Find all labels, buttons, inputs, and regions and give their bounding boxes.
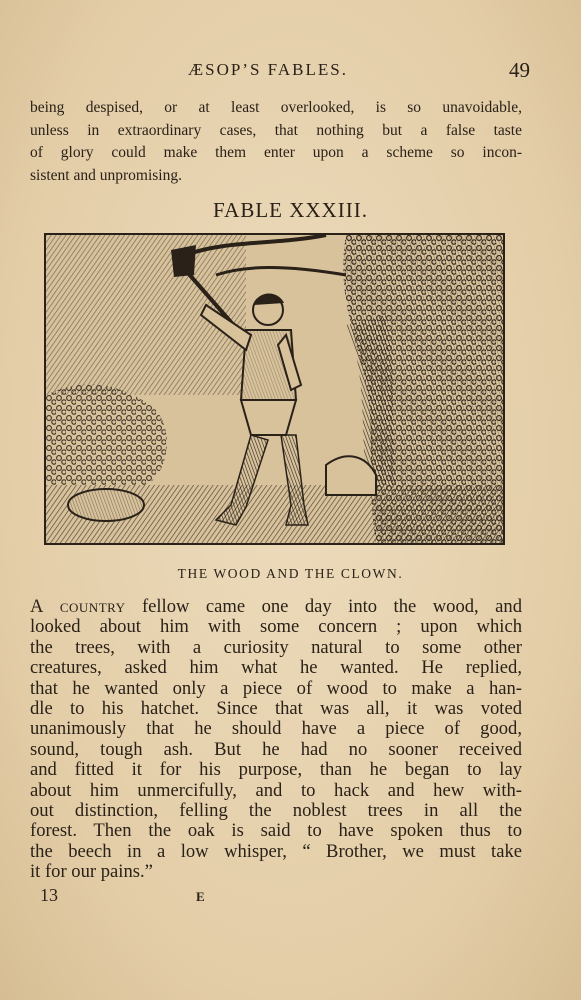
body-line bbox=[30, 597, 522, 617]
body-line: the beech in a low whisper, “ Brother, we must take bbox=[30, 840, 522, 862]
signature-mark: 13 bbox=[40, 885, 58, 905]
illustration-caption: THE WOOD AND THE CLOWN. bbox=[177, 566, 404, 581]
running-title: ÆSOP’S FABLES. bbox=[188, 60, 348, 79]
body-line: about him unmercifully, and to hack and hew with- bbox=[30, 779, 522, 801]
page-number: 49 bbox=[509, 58, 530, 82]
body-line: dle to his hatchet. Since that was all, it was voted bbox=[30, 698, 522, 720]
fable-heading: FABLE XXXIII. bbox=[213, 198, 368, 222]
intro-line: being despised, or at least overlooked, is so unavoidable, bbox=[30, 99, 522, 116]
body-line: and fitted it for his purpose, than he began to lay bbox=[30, 759, 522, 781]
body-line: forest. Then the oak is said to have spoken thus to bbox=[30, 820, 522, 842]
intro-line: unless in extraordinary cases, that nothing but a false taste bbox=[30, 121, 522, 139]
body-line: that he wanted only a piece of wood to make a han- bbox=[30, 677, 522, 699]
signature-letter: E bbox=[196, 889, 205, 904]
woodcut-man-chopping-tree-icon bbox=[46, 235, 503, 543]
intro-line: sistent and unpromising. bbox=[30, 166, 182, 184]
intro-paragraph bbox=[30, 97, 522, 187]
woodcut-illustration bbox=[44, 233, 505, 545]
body-line: it for our pains.” bbox=[30, 861, 153, 883]
fable-body bbox=[30, 597, 522, 883]
running-head bbox=[30, 58, 530, 84]
first-line-rest: fellow came one day into the wood, and bbox=[125, 596, 523, 617]
opening-words: A country bbox=[30, 596, 126, 617]
body-line: creatures, asked him what he wanted. He replied, bbox=[30, 657, 522, 679]
body-line: looked about him with some concern ; upon which bbox=[30, 616, 522, 638]
intro-line: of glory could make them enter upon a scheme so incon- bbox=[30, 144, 522, 161]
body-line: out distinction, felling the noblest trees in all the bbox=[30, 800, 522, 822]
body-line: unanimously that he should have a piece of good, bbox=[30, 718, 522, 740]
body-line: the trees, with a curiosity natural to some other bbox=[30, 636, 522, 658]
body-line: sound, tough ash. But he had no sooner received bbox=[30, 738, 522, 760]
